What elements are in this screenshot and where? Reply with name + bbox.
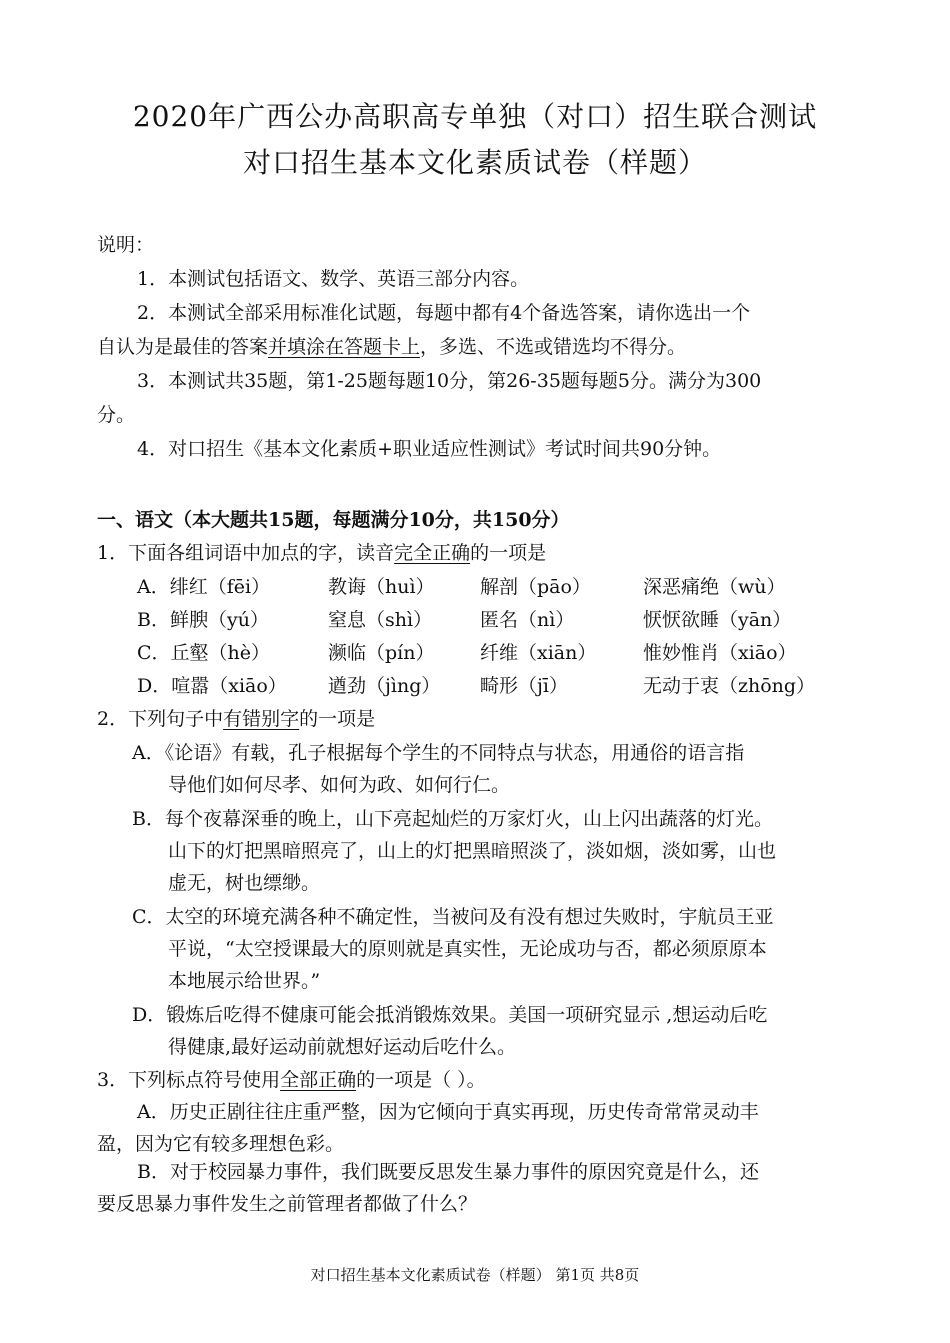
- q2-option-d-line1: D．锻炼后吃得不健康可能会抵消锻炼效果。美国一项研究显示 ,想运动后吃: [132, 1004, 768, 1026]
- q1-option-c-word4: 惟妙惟肖（xiāo）: [643, 642, 797, 664]
- q2-option-a-line2: 导他们如何尽孝、如何为政、如何行仁。: [168, 774, 511, 796]
- q1-option-d-word3: 畸形（jī）: [480, 675, 568, 697]
- question-1-stem-post: 的一项是: [470, 542, 547, 564]
- q1-option-b-word1: B．鲜腴（yú）: [137, 609, 269, 631]
- instruction-item-1: 1．本测试包括语文、数学、英语三部分内容。: [137, 268, 530, 290]
- q1-option-b-word2: 窒息（shì）: [328, 609, 433, 631]
- question-3-stem-post: 的一项是（ ）。: [356, 1069, 486, 1091]
- q1-option-c-word3: 纤维（xiān）: [480, 642, 597, 664]
- q1-option-a-word1: A．绯红（fēi）: [137, 576, 271, 598]
- q2-option-b-line1: B．每个夜幕深垂的晚上，山下亮起灿烂的万家灯火，山上闪出蔬落的灯光。: [132, 808, 773, 830]
- exam-title-line1: 2020年广西公办高职高专单独（对口）招生联合测试: [132, 100, 818, 133]
- instruction-item-2-line1: 2．本测试全部采用标准化试题，每题中都有4个备选答案，请你选出一个: [137, 302, 751, 324]
- instruction-item-2-post: ，多选、不选或错选均不得分。: [420, 336, 687, 358]
- q2-option-c-line1: C．太空的环境充满各种不确定性，当被问及有没有想过失败时，宇航员王亚: [132, 906, 774, 928]
- q1-option-a-word3: 解剖（pāo）: [480, 576, 591, 598]
- question-3-stem-pre: 3．下列标点符号使用: [97, 1069, 281, 1091]
- q3-option-a-line2: 盈，因为它有较多理想色彩。: [97, 1133, 345, 1155]
- question-2-stem: [97, 706, 375, 732]
- instruction-item-3-line2: 分。: [97, 404, 136, 426]
- instruction-item-2-underlined: 并填涂在答题卡上: [268, 336, 421, 358]
- q1-option-a-word2: 教诲（huì）: [328, 576, 435, 598]
- q1-option-d-word1: D．喧嚣（xiāo）: [137, 675, 287, 697]
- q1-option-a-word4: 深恶痛绝（wù）: [643, 576, 786, 598]
- q3-option-b-line2: 要反思暴力事件发生之前管理者都做了什么？: [97, 1193, 478, 1215]
- q2-option-a-line1: A．《论语》有载，孔子根据每个学生的不同特点与状态，用通俗的语言指: [132, 742, 745, 764]
- question-1-stem-underlined: 完全正确: [394, 542, 471, 564]
- question-1-stem: [97, 540, 546, 566]
- instruction-item-2-pre: 自认为是最佳的答案: [97, 336, 269, 358]
- q2-option-b-line3: 虚无，树也缥缈。: [168, 872, 321, 894]
- q1-option-d-word2: 遒劲（jìng）: [328, 675, 441, 697]
- q1-option-b-word4: 恹恹欲睡（yān）: [643, 609, 792, 631]
- question-2-stem-underlined: 有错别字: [223, 708, 300, 730]
- q2-option-d-line2: 得健康,最好运动前就想好运动后吃什么。: [168, 1036, 517, 1058]
- q1-option-c-word2: 濒临（pín）: [328, 642, 435, 664]
- section-heading-chinese: 一、语文（本大题共15题，每题满分10分，共150分）: [97, 509, 570, 531]
- q3-option-b-line1: B．对于校园暴力事件，我们既要反思发生暴力事件的原因究竟是什么，还: [137, 1161, 759, 1183]
- q2-option-c-line3: 本地展示给世界。”: [168, 970, 321, 992]
- q3-option-a-line1: A．历史正剧往往庄重严整，因为它倾向于真实再现，历史传奇常常灵动丰: [137, 1101, 759, 1123]
- q1-option-b-word3: 匿名（nì）: [480, 609, 575, 631]
- question-3-stem: [97, 1067, 486, 1093]
- page-footer: 对口招生基本文化素质试卷（样题） 第1页 共8页: [310, 1266, 640, 1284]
- exam-title-line2: 对口招生基本文化素质试卷（样题）: [242, 146, 707, 179]
- q1-option-d-word4: 无动于衷（zhōng）: [643, 675, 816, 697]
- q1-option-c-word1: C．丘壑（hè）: [137, 642, 271, 664]
- question-3-stem-underlined: 全部正确: [280, 1069, 357, 1091]
- question-1-stem-pre: 1．下面各组词语中加点的字，读音: [97, 542, 395, 564]
- q2-option-b-line2: 山下的灯把黑暗照亮了，山上的灯把黑暗照淡了，淡如烟，淡如雾，山也: [168, 840, 777, 862]
- instruction-item-4: 4．对口招生《基本文化素质+职业适应性测试》考试时间共90分钟。: [137, 438, 722, 460]
- instruction-item-2-line2: [97, 334, 686, 360]
- instruction-item-3-line1: 3．本测试共35题，第1-25题每题10分，第26-35题每题5分。满分为300: [137, 370, 762, 392]
- instructions-heading: 说明：: [97, 234, 155, 256]
- question-2-stem-pre: 2．下列句子中: [97, 708, 224, 730]
- q2-option-c-line2: 平说，“太空授课最大的原则就是真实性，无论成功与否，都必须原原本: [168, 938, 767, 960]
- question-2-stem-post: 的一项是: [299, 708, 376, 730]
